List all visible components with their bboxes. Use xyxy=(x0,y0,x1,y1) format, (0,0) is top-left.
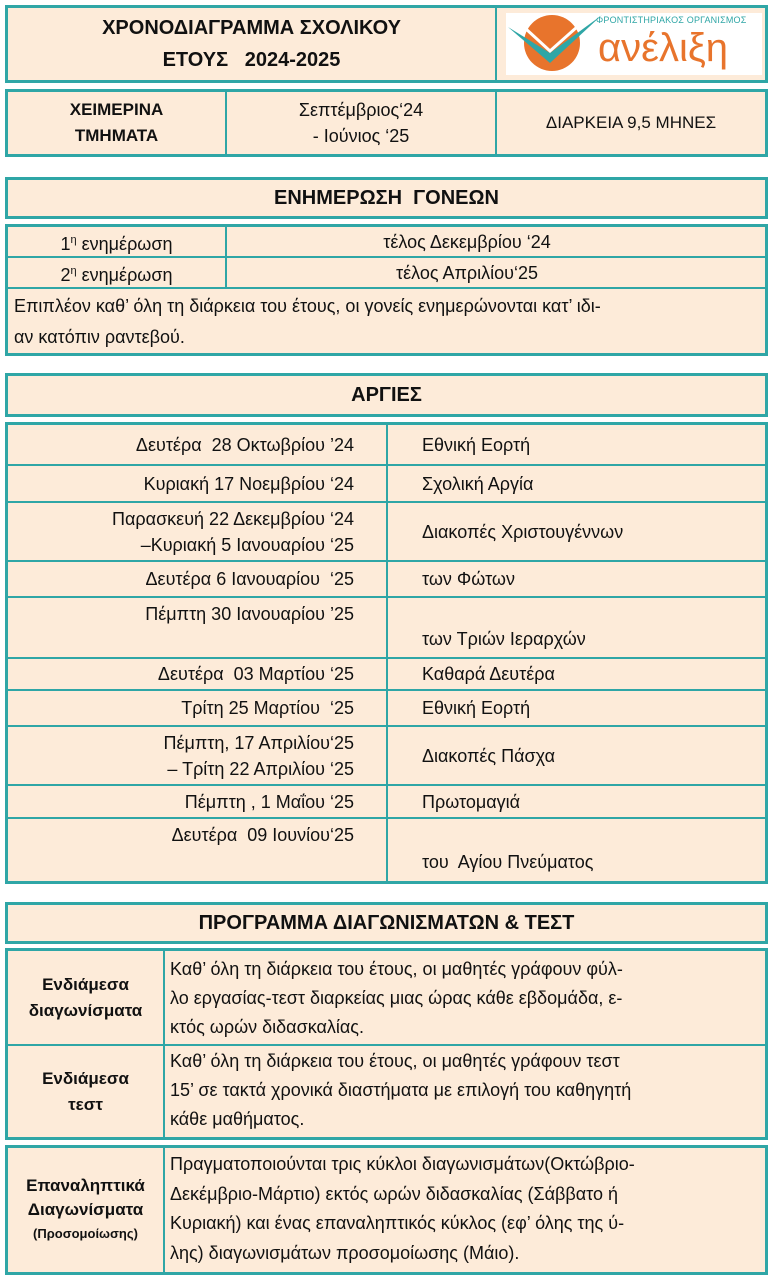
holiday-name: των Φώτων xyxy=(422,569,515,589)
holiday-date-line1: Πέμπτη , 1 Μαΐου ‘25 xyxy=(184,791,354,812)
holiday-date-line1: Κυριακή 17 Νοεμβρίου ‘24 xyxy=(143,473,354,494)
page-title xyxy=(8,8,495,80)
exam-row-1-text xyxy=(170,955,762,1042)
holiday-date-line1: Τρίτη 25 Μαρτίου ‘25 xyxy=(181,698,354,718)
exam-row-3-label-line1: Επαναληπτικά xyxy=(26,1176,145,1195)
holidays-heading: ΑΡΓΙΕΣ xyxy=(351,383,422,406)
sections-label xyxy=(8,92,225,154)
parents-row-2-num: 2 xyxy=(60,264,71,285)
period-line1: Σεπτέμβριος‘24 xyxy=(298,100,424,120)
parents-note-line1: Επιπλέον καθ’ όλη τη διάρκεια του έτους, οι γονείς ενημερώνονται κατ’ ιδι- xyxy=(14,296,601,316)
holiday-name: Διακοπές Χριστουγέννων xyxy=(422,521,624,542)
holiday-name: των Τριών Ιεραρχών xyxy=(422,629,586,649)
duration-value: ΔΙΑΡΚΕΙΑ 9,5 ΜΗΝΕΣ xyxy=(545,113,717,132)
exam-row-1-label-line2: διαγωνίσματα xyxy=(28,1000,143,1020)
header-divider xyxy=(495,8,497,80)
exam-row-2-label-line1: Ενδιάμεσα xyxy=(42,1068,129,1088)
holiday-date xyxy=(8,561,354,597)
exam-row-3-text-line1: Πραγματοποιούνται τρις κύκλοι διαγωνισμάτων(Οκτώβριο- xyxy=(170,1154,635,1174)
holiday-name: Εθνική Εορτή xyxy=(422,698,531,718)
holiday-date-line1: Δευτέρα 28 Οκτωβρίου ’24 xyxy=(135,435,354,455)
exam-row-1-label xyxy=(8,951,163,1044)
parents-row-1-num: 1 xyxy=(60,233,71,254)
holiday-date-line2: – Τρίτη 22 Απριλίου ‘25 xyxy=(167,758,354,779)
holiday-name: Εθνική Εορτή xyxy=(422,435,531,455)
holiday-date-line1: Δευτέρα 6 Ιανουαρίου ‘25 xyxy=(145,569,354,589)
parents-row-2-label xyxy=(8,258,225,287)
exam-row-3-text xyxy=(170,1150,762,1268)
holiday-date-line1: Δευτέρα 09 Ιουνίου‘25 xyxy=(171,825,354,845)
exam-row-2-label xyxy=(8,1046,163,1137)
exam-row-2-label-line2: τεστ xyxy=(68,1094,103,1114)
holiday-date xyxy=(8,502,354,561)
exam-row-1-label-line1: Ενδιάμεσα xyxy=(42,974,129,994)
exam-row-1-text-line2: λο εργασίας-τεστ διαρκείας μιας ώρας κάθε εβδομάδα, ε- xyxy=(170,988,623,1008)
holiday-date xyxy=(8,690,354,726)
sections-line1: ΧΕΙΜΕΡΙΝΑ xyxy=(69,100,164,119)
exam-row-2-text-line3: κάθε μαθήματος. xyxy=(170,1109,305,1129)
page-title-line1: ΧΡΟΝΟΔΙΑΓΡΑΜΜΑ ΣΧΟΛΙΚΟΥ xyxy=(102,17,401,39)
parents-row-1-text: ενημέρωση xyxy=(76,233,173,254)
holiday-name: Διακοπές Πάσχα xyxy=(422,745,555,766)
exam-row-3-text-line4: λης) διαγωνισμάτων προσομοίωσης (Μάιο). xyxy=(170,1242,520,1263)
logo-name: ανέλιξη xyxy=(598,26,728,70)
sections-line2: ΤΜΗΜΑΤΑ xyxy=(74,126,159,145)
exam-row-2-text-line1: Καθ’ όλη τη διάρκεια του έτους, οι μαθητές γράφουν τεστ xyxy=(170,1051,620,1071)
exam-row-3-text-line2: Δεκέμβριο-Μάρτιο) εκτός ωρών διδασκαλίας (Σάββατο ή xyxy=(170,1183,619,1204)
parents-row-2-when: τέλος Απριλίου‘25 xyxy=(395,262,539,283)
parents-row-2-text: ενημέρωση xyxy=(76,264,173,285)
exam-row-2-text-line2: 15’ σε τακτά χρονικά διαστήματα με επιλογή του καθηγητή xyxy=(170,1080,632,1100)
holiday-date-line1: Πέμπτη 30 Ιανουαρίου ’25 xyxy=(145,604,354,624)
parents-heading: ΕΝΗΜΕΡΩΣΗ ΓΟΝΕΩΝ xyxy=(274,186,499,209)
holiday-date xyxy=(8,785,354,818)
holiday-date xyxy=(8,818,354,881)
period-line2: - Ιούνιος ‘25 xyxy=(312,126,410,146)
holiday-date-line2: –Κυριακή 5 Ιανουαρίου ‘25 xyxy=(140,534,354,555)
holiday-date xyxy=(8,465,354,502)
exam-row-3-label-line3: (Προσομοίωσης) xyxy=(33,1226,138,1241)
exam-row-1-text-line1: Καθ’ όλη τη διάρκεια του έτους, οι μαθητές γράφουν φύλ- xyxy=(170,959,623,979)
exam-row-2-text xyxy=(170,1047,762,1134)
page-title-line2: ΕΤΟΥΣ 2024-2025 xyxy=(162,49,341,71)
parents-note xyxy=(14,291,759,353)
exams-heading: ΠΡΟΓΡΑΜΜΑ ΔΙΑΓΩΝΙΣΜΑΤΩΝ & ΤΕΣΤ xyxy=(198,911,575,934)
holiday-date-line1: Δευτέρα 03 Μαρτίου ‘25 xyxy=(157,664,354,684)
exam-row-3-label xyxy=(8,1148,163,1272)
holiday-name: Καθαρά Δευτέρα xyxy=(422,664,555,684)
logo-subtitle: ΦΡΟΝΤΙΣΤΗΡΙΑΚΟΣ ΟΡΓΑΝΙΣΜΟΣ xyxy=(596,15,747,25)
logo xyxy=(506,13,762,75)
holiday-date xyxy=(8,425,354,465)
holiday-name: Σχολική Αργία xyxy=(422,473,534,494)
holiday-date-line1: Παρασκευή 22 Δεκεμβρίου ‘24 xyxy=(112,508,354,529)
parents-row-2-sup: η xyxy=(70,264,77,277)
holiday-name: Πρωτομαγιά xyxy=(422,791,521,812)
holiday-date xyxy=(8,597,354,658)
holidays-vline xyxy=(386,425,388,881)
exam-row-3-text-line3: Κυριακή) και ένας επαναληπτικός κύκλος (εφ’ όλης της ύ- xyxy=(170,1213,625,1233)
holiday-name: του Αγίου Πνεύματος xyxy=(422,852,594,872)
holiday-date xyxy=(8,726,354,785)
parents-row-1-when: τέλος Δεκεμβρίου ‘24 xyxy=(383,231,551,252)
exam-row-3-label-line2: Διαγωνίσματα xyxy=(27,1200,144,1219)
holiday-date-line1: Πέμπτη, 17 Απριλίου‘25 xyxy=(163,732,354,753)
parents-note-line2: αν κατόπιν ραντεβού. xyxy=(14,327,185,347)
logo-mark-icon xyxy=(506,13,606,75)
period-value xyxy=(227,92,495,154)
exams-vline-2 xyxy=(163,1148,165,1272)
exam-row-1-text-line3: κτός ωρών διδασκαλίας. xyxy=(170,1017,364,1037)
parents-row-1-sup: η xyxy=(70,233,77,246)
parents-row-1-label xyxy=(8,227,225,256)
holiday-date xyxy=(8,658,354,690)
